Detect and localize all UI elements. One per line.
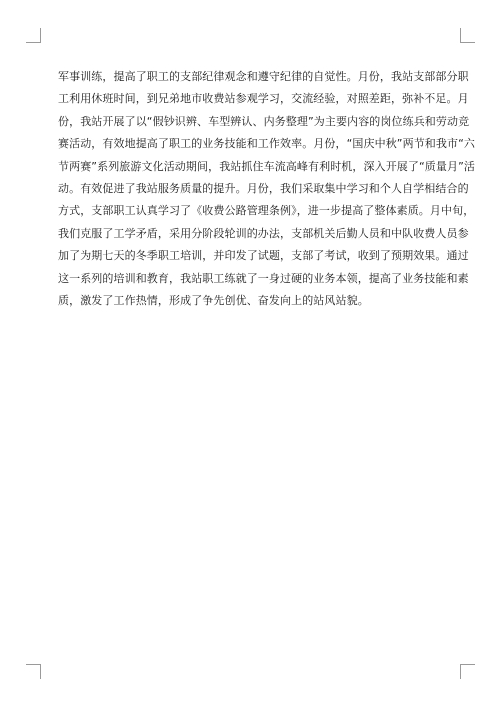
text-line: 方式，支部职工认真学习了《收费公路管理条例》，进一步提高了整体素质。月中旬， (58, 204, 475, 218)
text-line: 节两赛”系列旅游文化活动期间，我站抓住车流高峰有利时机，深入开展了“质量月”活 (58, 159, 475, 173)
crop-mark-bottom-left (26, 664, 41, 679)
text-line: 工利用休班时间，到兄弟地市收费站参观学习，交流经验，对照差距，弥补不足。月 (58, 92, 469, 106)
text-line: 军事训练，提高了职工的支部纪律观念和遵守纪律的自觉性。月份，我站支部部分职 (58, 70, 469, 83)
crop-mark-bottom-right (460, 664, 475, 679)
text-line: 份，我站开展了以“假钞识辨、车型辨认、内务整理”为主要内容的岗位练兵和劳动竞 (58, 114, 470, 128)
text-line: 赛活动，有效地提高了职工的业务技能和工作效率。月份，“国庆中秋”两节和我市“六 (58, 137, 475, 151)
text-line: 加了为期七天的冬季职工培训，并印发了试题，支部了考试，收到了预期效果。通过 (58, 249, 469, 263)
text-line: 我们克服了工学矛盾，采用分阶段轮训的办法，支部机关后勤人员和中队收费人员参 (58, 226, 469, 240)
crop-mark-top-left (26, 28, 41, 43)
text-line: 动。有效促进了我站服务质量的提升。月份，我们采取集中学习和个人自学相结合的 (58, 181, 469, 195)
text-line: 这一系列的培训和教育，我站职工练就了一身过硬的业务本领，提高了业务技能和素 (58, 271, 469, 285)
body-paragraph (58, 66, 475, 312)
text-line: 质，激发了工作热情，形成了争先创优、奋发向上的站风站貌。 (58, 293, 369, 307)
crop-mark-top-right (460, 28, 475, 43)
